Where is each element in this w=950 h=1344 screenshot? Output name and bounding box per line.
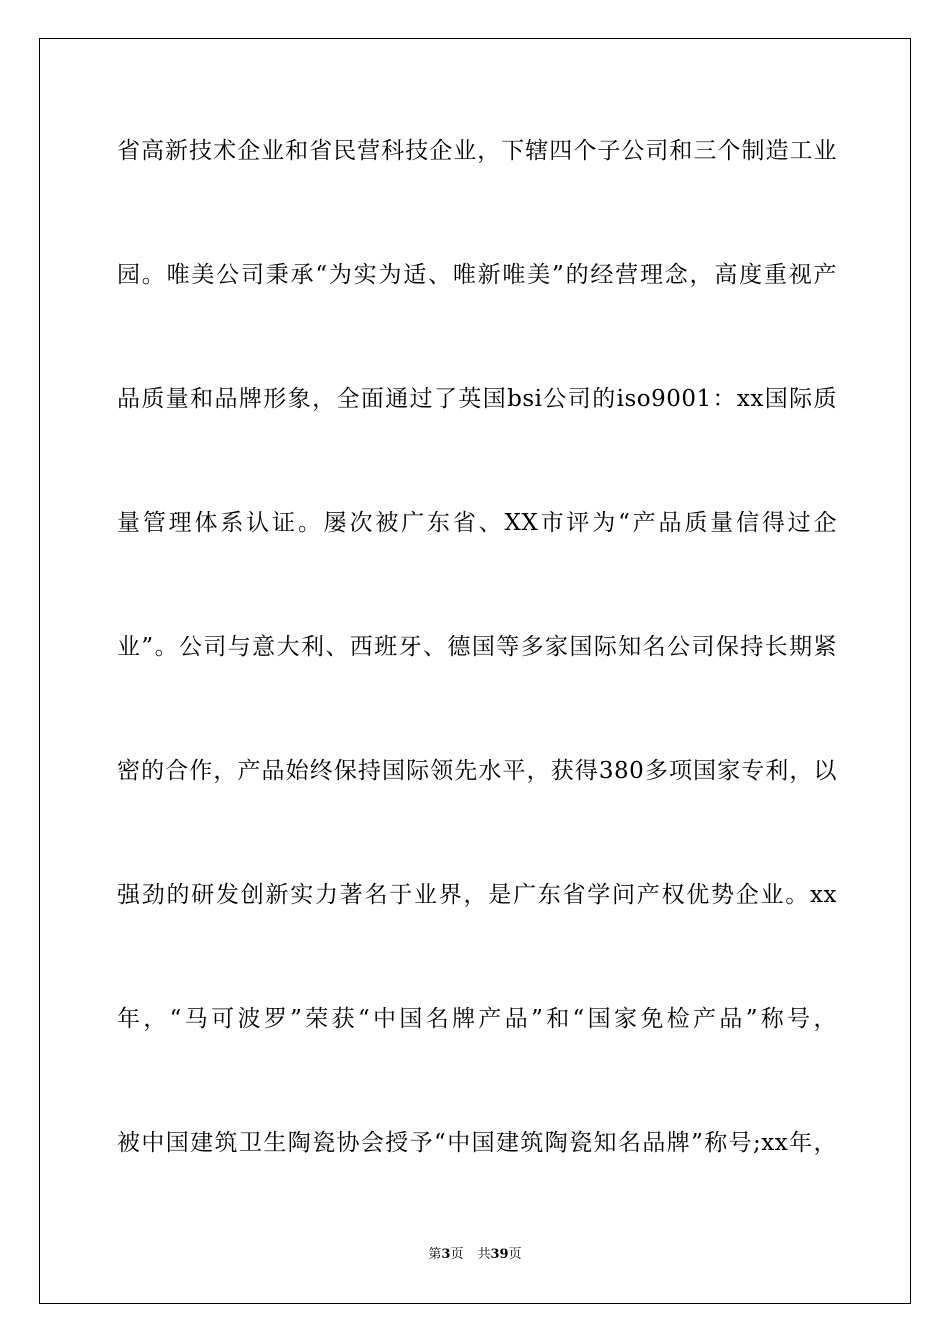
text-line-9: 被中国建筑卫生陶瓷协会授予“中国建筑陶瓷知名品牌”称号;xx年，	[117, 1130, 837, 1156]
text-line-1: 省高新技术企业和省民营科技企业，下辖四个子公司和三个制造工业	[117, 138, 837, 164]
page-footer	[0, 1246, 950, 1264]
total-pages: 39	[490, 1247, 509, 1262]
total-suffix: 页	[508, 1247, 522, 1262]
text-line-7: 强劲的研发创新实力著名于业界，是广东省学问产权优势企业。xx	[117, 882, 837, 908]
total-prefix: 共	[477, 1247, 491, 1262]
page-number: 3	[441, 1247, 451, 1262]
page-suffix: 页	[450, 1247, 464, 1262]
text-line-4: 量管理体系认证。屡次被广东省、XX市评为“产品质量信得过企	[117, 510, 837, 536]
text-line-2: 园。唯美公司秉承“为实为适、唯新唯美”的经营理念，高度重视产	[117, 262, 837, 288]
text-line-3: 品质量和品牌形象，全面通过了英国bsi公司的iso9001：xx国际质	[117, 386, 837, 412]
page-border	[39, 38, 911, 1304]
page-prefix: 第	[428, 1247, 442, 1262]
text-line-6: 密的合作，产品始终保持国际领先水平，获得380多项国家专利，以	[117, 758, 837, 784]
text-line-5: 业”。公司与意大利、西班牙、德国等多家国际知名公司保持长期紧	[117, 634, 837, 660]
text-line-8: 年，“马可波罗”荣获“中国名牌产品”和“国家免检产品”称号，	[117, 1006, 837, 1032]
